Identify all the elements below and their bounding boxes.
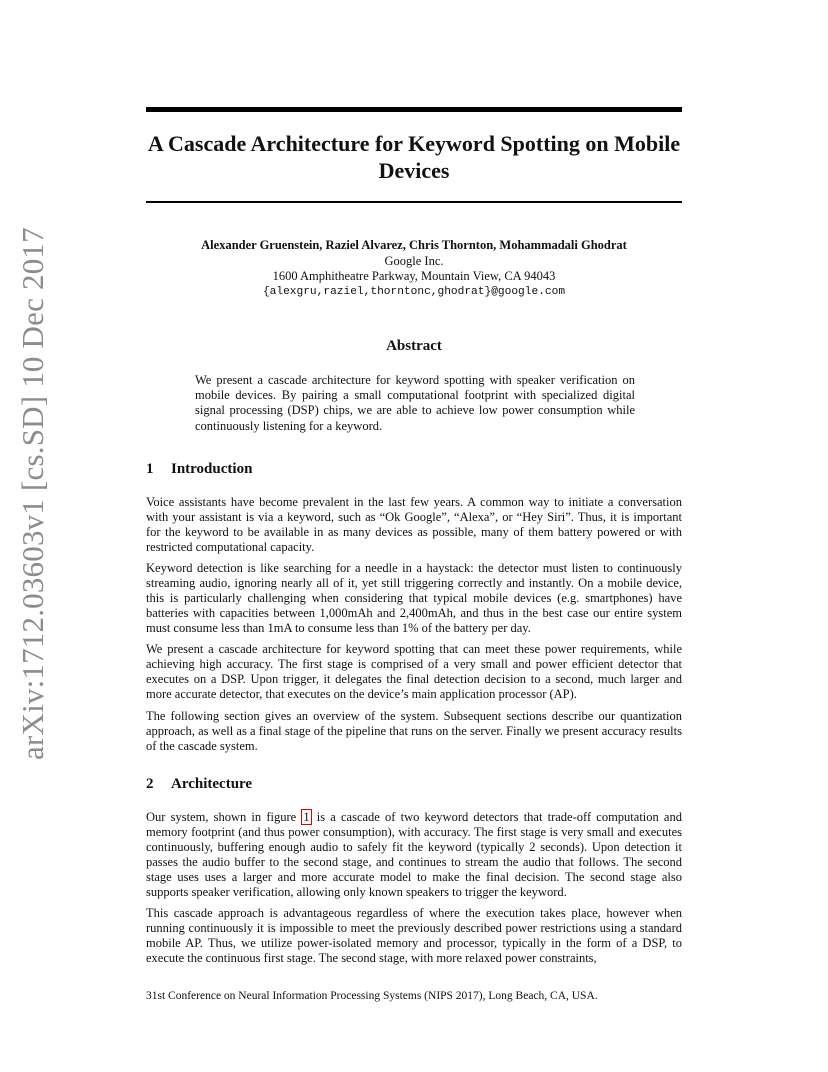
abstract-heading: Abstract — [386, 338, 442, 354]
author-names: Alexander Gruenstein, Raziel Alvarez, Chris Thornton, Mohammadali Ghodrat — [201, 238, 627, 252]
author-address: 1600 Amphitheatre Parkway, Mountain View, CA 94043 — [272, 269, 556, 283]
section-heading-architecture — [146, 776, 252, 793]
arxiv-identifier: arXiv:1712.03603v1 [cs.SD] 10 Dec 2017 — [15, 227, 50, 760]
author-email: {alexgru,raziel,thorntonc,ghodrat}@google.com — [262, 285, 566, 298]
paragraph-text: Our system, shown in figure — [146, 810, 302, 824]
intro-paragraph-4: The following section gives an overview of the system. Subsequent sections describe our quantization approach, as well as a final stage of the pipeline that runs on the server. Finally we present accuracy results of the cascade system. — [146, 709, 682, 753]
intro-paragraph-1: Voice assistants have become prevalent in the last few years. A common way to initiate a conversation with your assistant is via a keyword, such as “Ok Google”, “Alexa”, or “Hey Siri”. Thus, it is important for the keyword to be available in as many devices as possible, many of them battery powered or with restricted computational capacity. — [146, 495, 682, 554]
title-top-rule — [146, 107, 682, 112]
abstract-text: We present a cascade architecture for keyword spotting with speaker verification on mobile devices. By pairing a small computational footprint with specialized digital signal processing (DSP) chips, we are able to achieve low power consumption while continuously listening for a keyword. — [195, 373, 635, 433]
architecture-paragraph-2: This cascade approach is advantageous regardless of where the execution takes place, however when running continuously it is impossible to meet the previously described power restrictions using a standard mobile AP. Thus, we utilize power-isolated memory and processor, typically in the form of a DSP, to execute the continuous first stage. The second stage, with more relaxed power constraints, — [146, 906, 682, 965]
section-heading-introduction — [146, 461, 252, 478]
paragraph-text: is a cascade of two keyword detectors that trade-off computation and memory footprint (and thus power consumption), with accuracy. The first stage is very small and executes continuously, buffering enough audio to safely fit the keyword (typically 2 seconds). Upon detection it passes the audio buffer to the second stage, and continues to stream the audio that follows. The second stage uses uses a larger and more accurate model to make the final decision. The second stage also supports speaker verification, allowing only known speakers to trigger the keyword. — [146, 810, 682, 899]
title-bottom-rule — [146, 201, 682, 203]
architecture-paragraph-1 — [146, 810, 682, 900]
section-title: Architecture — [171, 776, 253, 792]
section-number: 2 — [146, 776, 154, 792]
intro-paragraph-2: Keyword detection is like searching for a needle in a haystack: the detector must listen to continuously streaming audio, ignoring nearly all of it, yet still triggering correctly and instantly. On a mobile device, this is particularly challenging when considering that typical mobile devices (e.g. smartphones) have batteries with capacities between 1,000mAh and 2,400mAh, and thus in the best case our entire system must consume less than 1mA to consume less than 1% of the battery per day. — [146, 561, 682, 635]
paper-title: A Cascade Architecture for Keyword Spotting on Mobile Devices — [147, 131, 681, 183]
author-affiliation: Google Inc. — [384, 253, 444, 268]
author-block — [146, 238, 682, 300]
figure-reference-link[interactable]: 1 — [303, 810, 310, 824]
intro-paragraph-3: We present a cascade architecture for keyword spotting that can meet these power requirements, while achieving high accuracy. The first stage is comprised of a very small and power efficient detector that executes on a DSP. Upon trigger, it delegates the final detection decision to a second, much larger and more accurate detector, that executes on the device’s main application processor (AP). — [146, 642, 682, 701]
section-title: Introduction — [171, 461, 253, 477]
section-number: 1 — [146, 461, 154, 477]
conference-footnote: 31st Conference on Neural Information Processing Systems (NIPS 2017), Long Beach, CA, USA. — [146, 990, 598, 1002]
